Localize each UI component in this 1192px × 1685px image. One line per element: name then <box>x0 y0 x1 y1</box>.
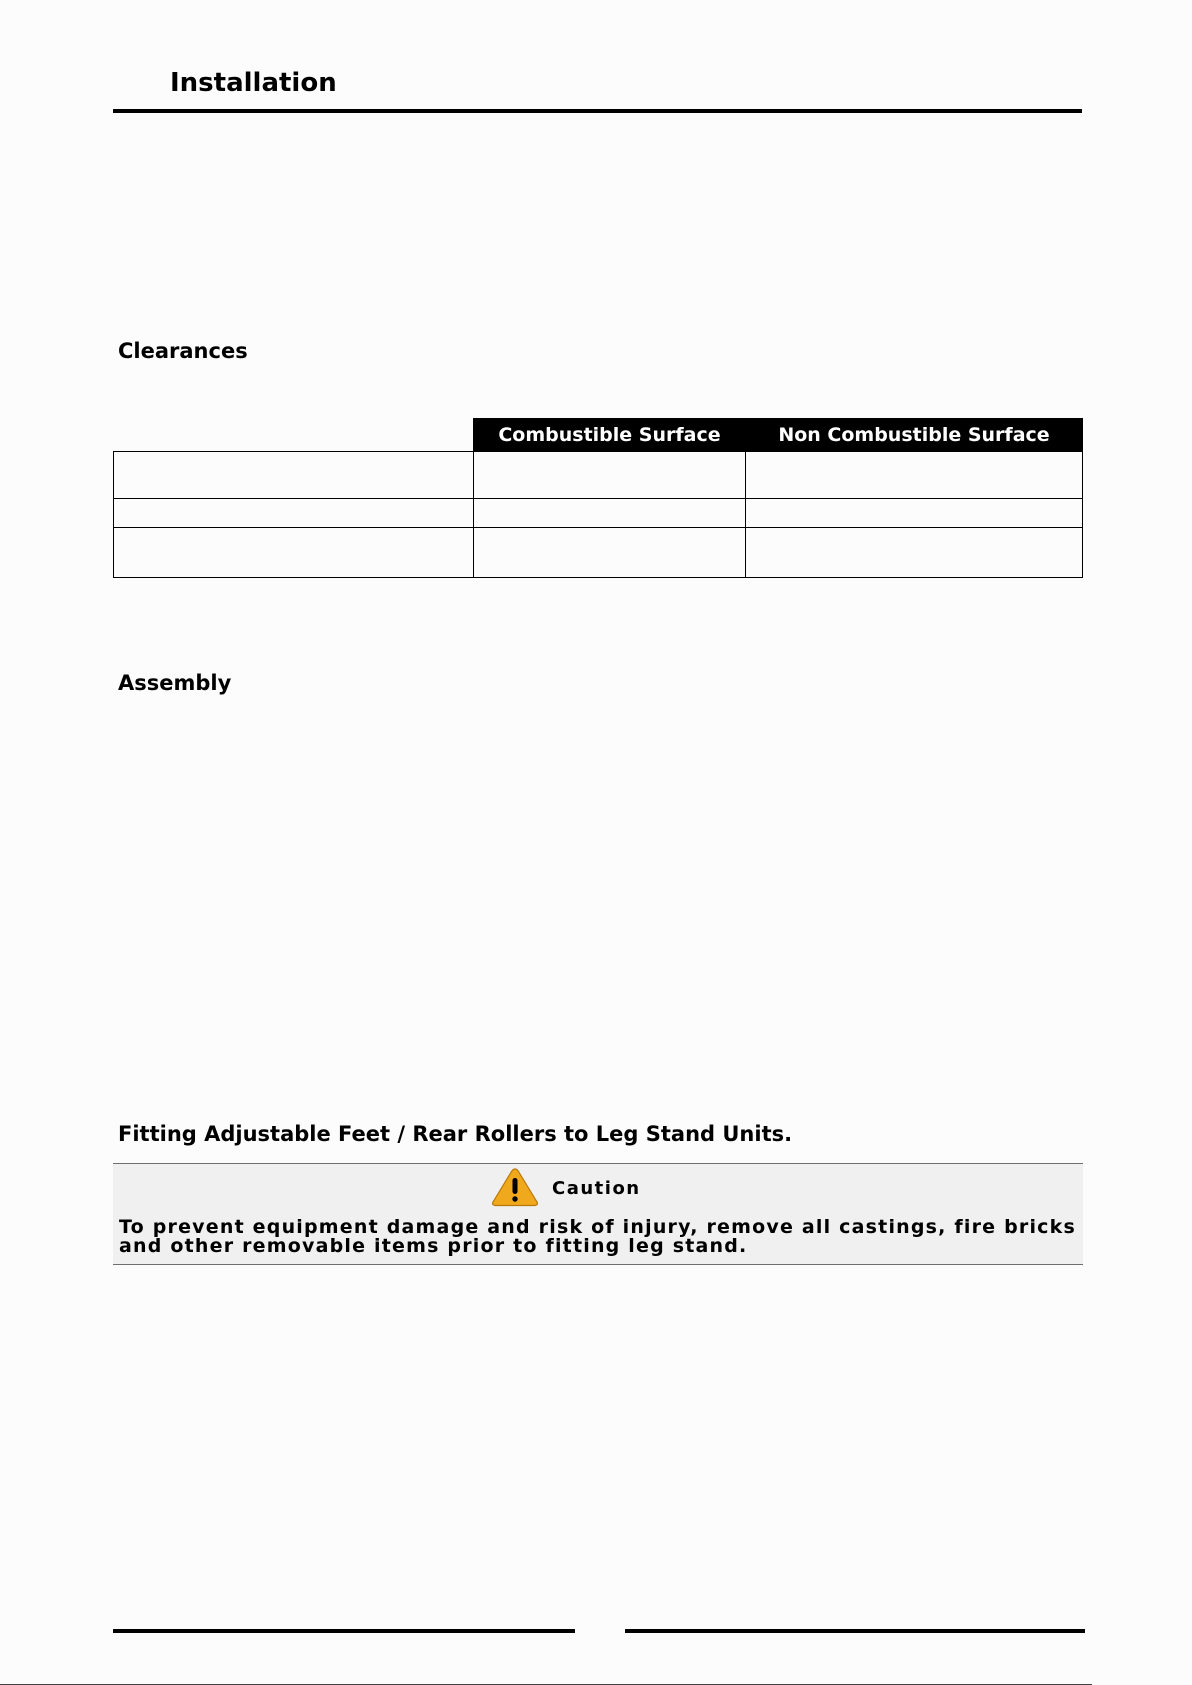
table-header-row <box>114 419 1083 452</box>
table-row <box>114 498 1083 527</box>
footer-rule-left <box>113 1629 575 1633</box>
clearances-heading: Clearances <box>118 339 248 363</box>
table-row <box>114 452 1083 499</box>
table-cell <box>746 528 1083 578</box>
table-cell <box>474 452 746 499</box>
table-cell <box>474 498 746 527</box>
page-header-title: Installation <box>170 68 337 98</box>
table-cell <box>746 498 1083 527</box>
caution-header <box>113 1164 1083 1208</box>
clearances-table <box>113 418 1083 578</box>
table-header-non-combustible: Non Combustible Surface <box>746 419 1083 452</box>
table-cell <box>474 528 746 578</box>
table-cell <box>114 498 474 527</box>
table-cell <box>114 452 474 499</box>
table-row <box>114 528 1083 578</box>
footer-rule-right <box>625 1629 1085 1633</box>
caution-box <box>113 1163 1083 1265</box>
fitting-feet-heading: Fitting Adjustable Feet / Rear Rollers to Leg Stand Units. <box>118 1122 793 1146</box>
table-header-blank <box>114 419 474 452</box>
header-rule <box>113 109 1082 113</box>
caution-title: Caution <box>552 1178 641 1199</box>
table-cell <box>746 452 1083 499</box>
table-header-combustible: Combustible Surface <box>474 419 746 452</box>
table-cell <box>114 528 474 578</box>
warning-triangle-icon <box>490 1166 540 1208</box>
assembly-heading: Assembly <box>118 671 232 695</box>
caution-text: To prevent equipment damage and risk of injury, remove all castings, fire bricks and other removable items prior to fitting leg stand. <box>119 1216 1076 1257</box>
